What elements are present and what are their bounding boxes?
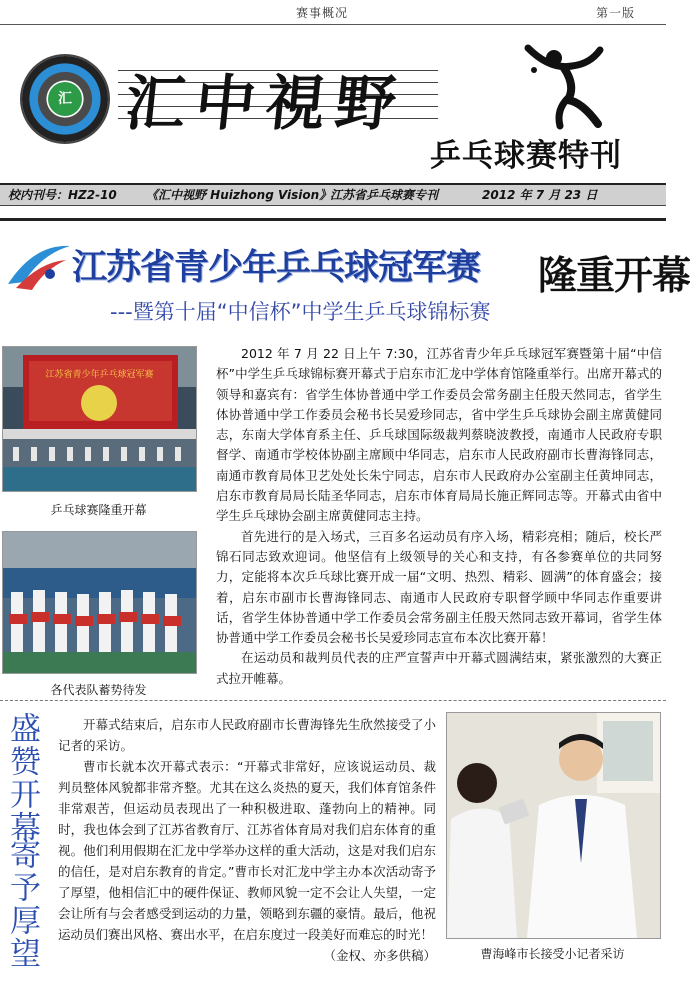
page-label: 第一版 — [596, 6, 636, 20]
photo-banner-text: 江苏省青少年乒乓球冠军赛 — [45, 370, 154, 380]
interview-photo — [446, 712, 661, 939]
photo-caption: 各代表队蓄势待发 — [50, 683, 147, 697]
special-issue-title: 乒乓球赛特刊 — [430, 138, 622, 174]
sidebar-title: 盛赞开幕 — [4, 712, 40, 844]
subheadline: ---暨第十届“中信杯”中学生乒乓球锦标赛 — [110, 300, 491, 324]
issue-number: 校内刊号：HZ2-10 — [8, 188, 117, 202]
article-signoff: （金权、亦多供稿） — [323, 948, 436, 963]
article-paragraph: 开幕式结束后，启东市人民政府副市长曹海锋先生欣然接受了小记者的采访。 — [58, 717, 436, 753]
masthead-title: 汇中視野 — [121, 69, 410, 139]
sidebar-title: 寄予厚望 — [4, 838, 40, 970]
article-opening-ceremony — [216, 344, 662, 689]
headline: 江苏省青少年乒乓球冠军赛 — [72, 248, 481, 288]
article-paragraph: 2012 年 7 月 22 日上午 7:30，江苏省青少年乒乓球冠军赛暨第十届“中信杯”中学生乒乓球锦标赛开幕式于启东市汇龙中学体育馆隆重举行。出席开幕式的领导和嘉宾有：省学生体协普通中学工作委员会常务副主任殷天然同志，省学生体协普通中学工作委员会秘书长吴爱珍同志，省中学生乒乓球协会副主席黄健同志，东南大学体育系主任、乒乓球国际级裁判蔡晓波教授，南通市人民政府专职督学、南通市学校体协副主席顾中华同志，启东市人民政府副市长曹海锋同志，南通市教育局体卫艺处处长朱宁同志，启东市人民政府办公室副主任黄坤同志，启东市教育局局长陆圣华同志，启东市体育局局长施正辉同志等。开幕式由省中学生乒乓球协会副主席黄健同志主持。 — [216, 346, 662, 524]
headline-emphasis: 隆重开幕 — [538, 253, 690, 299]
photo-caption: 曹海峰市长接受小记者采访 — [480, 947, 625, 961]
swoosh-icon — [4, 238, 74, 294]
divider — [0, 218, 666, 221]
article-interview — [58, 714, 436, 966]
teams-lineup-photo — [2, 531, 197, 674]
opening-ceremony-photo — [2, 346, 197, 492]
publication-name: 《汇中视野 Huizhong Vision》 — [146, 188, 332, 202]
article-paragraph: 首先进行的是入场式，三百多名运动员有序入场，精彩亮相；随后，校长严锦石同志致欢迎词。他坚信有上级领导的关心和支持，有各参赛单位的共同努力，定能将本次乒乓球比赛开成一届“文明、热烈、精彩、圆满”的体育盛会；接着，启东市副市长曹海锋同志、南通市人民政府专职督学顾中华同志作重要讲话，省学生体协普通中学工作委员会常务副主任殷天然同志致开幕词，省学生体协普通中学工作委员会秘书长吴爱珍同志宣布本次比赛开幕！ — [216, 528, 662, 646]
school-logo-emblem: 汇 — [48, 82, 82, 116]
section-label: 赛事概况 — [296, 6, 349, 20]
article-paragraph: 在运动员和裁判员代表的庄严宣誓声中开幕式圆满结束，紧张激烈的大赛正式拉开帷幕。 — [216, 650, 662, 686]
special-edition: 江苏省乒乓球赛专刊 — [330, 188, 439, 202]
photo-caption: 乒乓球赛隆重开幕 — [50, 503, 147, 517]
table-tennis-player-icon — [520, 40, 620, 130]
issue-date: 2012 年 7 月 23 日 — [482, 188, 598, 202]
article-paragraph: 曹市长就本次开幕式表示：“开幕式非常好，应该说运动员、裁判员整体风貌都非常齐整。尤其在这么炎热的夏天，我们体育馆条件非常艰苦，但运动员表现出了一种积极进取、蓬勃向上的精神。同时，我也体会到了江苏省教育厅、江苏省体育局对我们启东体育的重视。他们利用假期在汇龙中学举办这样的重大活动，这是对我们启东的信任，是对启东教育的肯定。”曹市长对汇龙中学主办本次活动寄予了厚望，他相信汇中的硬件保证、教师风貌一定不会让人失望，一定会让所有与会者感受到运动的力量，领略到东疆的豪情。最后，他祝运动员们赛出风格、赛出水平，在启东度过一段美好而难忘的时光！ — [58, 759, 436, 942]
divider — [0, 700, 666, 702]
